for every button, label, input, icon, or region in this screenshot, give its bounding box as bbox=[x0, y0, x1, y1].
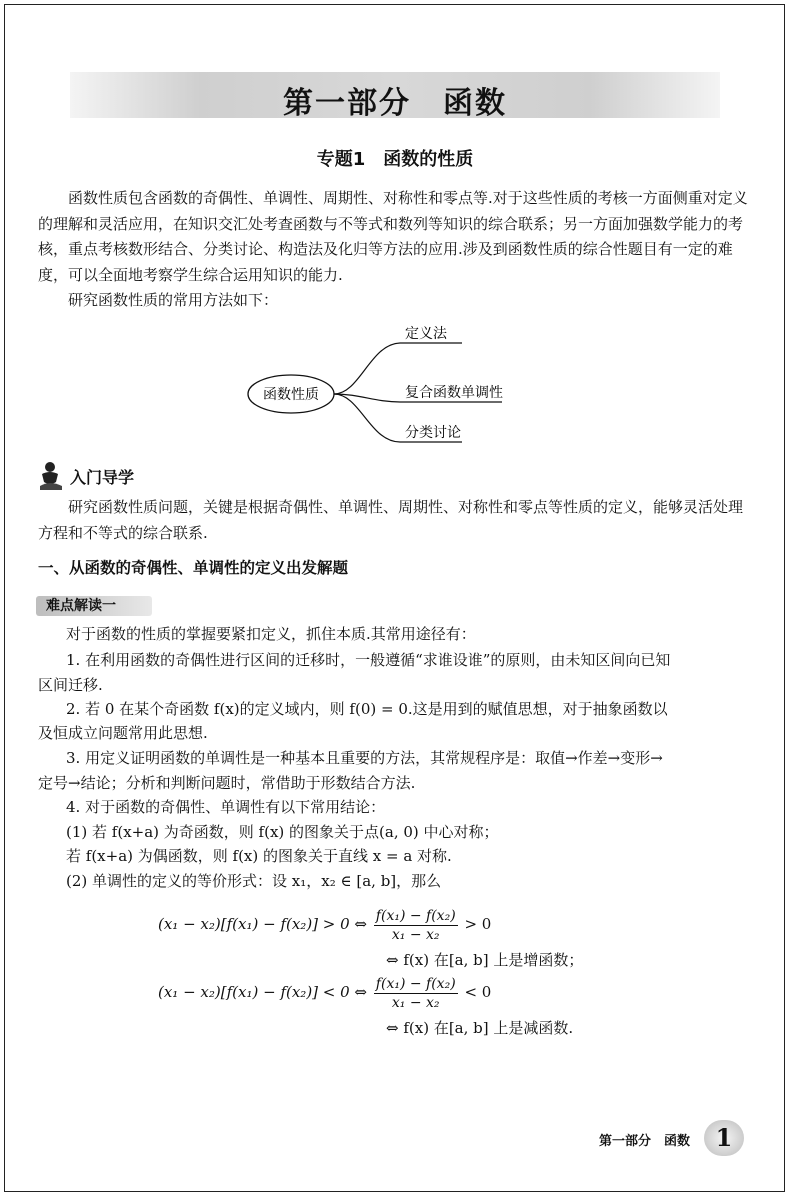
point-1b: 区间迁移. bbox=[38, 676, 103, 694]
student-icon bbox=[36, 460, 66, 492]
fraction-denominator: x₁ − x₂ bbox=[391, 994, 440, 1011]
guide-label-text: 入门导学 bbox=[70, 467, 135, 487]
page-number: 1 bbox=[704, 1120, 744, 1156]
difficulty-badge: 难点解读一 bbox=[36, 596, 152, 616]
methods-diagram bbox=[240, 318, 540, 453]
diagram-branch-cases: 分类讨论 bbox=[405, 425, 461, 441]
fraction-numerator: f(x₁) − f(x₂) bbox=[375, 975, 456, 992]
diagram-center-label: 函数性质 bbox=[263, 387, 319, 403]
formula-rel-gt: > 0 bbox=[464, 915, 492, 933]
difference-quotient-lt bbox=[374, 975, 458, 1012]
formula-increasing bbox=[158, 904, 491, 944]
point-2a: 2. 若 0 在某个奇函数 f(x)的定义域内，则 f(0) = 0.这是用到的赋值思想，对于抽象函数以 bbox=[66, 700, 668, 718]
topic-title: 专题1 函数的性质 bbox=[316, 149, 474, 170]
formula-result-decreasing: ⇔ f(x) 在[a, b] 上是减函数. bbox=[386, 1019, 574, 1037]
point-4-1a: (1) 若 f(x+a) 为奇函数，则 f(x) 的图象关于点(a, 0) 中心对称； bbox=[66, 823, 499, 841]
section-heading: 一、从函数的奇偶性、单调性的定义出发解题 bbox=[38, 559, 349, 577]
methods-intro: 研究函数性质的常用方法如下： bbox=[68, 291, 279, 309]
difference-quotient-gt bbox=[374, 907, 458, 944]
guide-label bbox=[36, 460, 134, 492]
formula-result-increasing: ⇔ f(x) 在[a, b] 上是增函数； bbox=[386, 951, 584, 969]
part-title: 第一部分 函数 bbox=[283, 86, 507, 121]
fraction-numerator: f(x₁) − f(x₂) bbox=[375, 907, 456, 924]
point-2b: 及恒成立问题常用此思想. bbox=[38, 724, 208, 742]
point-3b: 定号→结论；分析和判断问题时，常借助于形数结合方法. bbox=[38, 774, 416, 792]
footer-section: 第一部分 函数 bbox=[598, 1134, 690, 1149]
intro-paragraph: 函数性质包含函数的奇偶性、单调性、周期性、对称性和零点等.对于这些性质的考核一方面侧重对定义的理解和灵活应用，在知识交汇处考查函数与不等式和数列等知识的综合联系；另一方面加强数学能力的考核，重点考核数形结合、分类讨论、构造法及化归等方法的应用.涉及到函数性质的综合性题目有一定的难度，可以全面地考察学生综合运用知识的能力. bbox=[38, 189, 748, 284]
points-lead: 对于函数的性质的掌握要紧扣定义，抓住本质.其常用途径有： bbox=[66, 625, 476, 643]
formula-rel-lt: < 0 bbox=[464, 983, 492, 1001]
diagram-branch-definition: 定义法 bbox=[405, 326, 447, 342]
guide-paragraph: 研究函数性质问题，关键是根据奇偶性、单调性、周期性、对称性和零点等性质的定义，能够灵活处理方程和不等式的综合联系. bbox=[38, 498, 744, 542]
point-3a: 3. 用定义证明函数的单调性是一种基本且重要的方法，其常规程序是：取值→作差→变形→ bbox=[66, 749, 663, 767]
fraction-denominator: x₁ − x₂ bbox=[391, 926, 440, 943]
formula-lhs-lt: (x₁ − x₂)[f(x₁) − f(x₂)] < 0 ⇔ bbox=[158, 983, 368, 1001]
point-4: 4. 对于函数的奇偶性、单调性有以下常用结论： bbox=[66, 798, 386, 816]
point-1a: 1. 在利用函数的奇偶性进行区间的迁移时，一般遵循“求谁设谁”的原则，由未知区间向已知 bbox=[66, 651, 671, 669]
point-4-2: (2) 单调性的定义的等价形式：设 x₁，x₂ ∈ [a, b]，那么 bbox=[66, 872, 442, 890]
point-4-1b: 若 f(x+a) 为偶函数，则 f(x) 的图象关于直线 x = a 对称. bbox=[66, 847, 452, 865]
formula-decreasing bbox=[158, 972, 491, 1012]
diagram-branch-composite: 复合函数单调性 bbox=[405, 385, 503, 401]
formula-lhs-gt: (x₁ − x₂)[f(x₁) − f(x₂)] > 0 ⇔ bbox=[158, 915, 368, 933]
